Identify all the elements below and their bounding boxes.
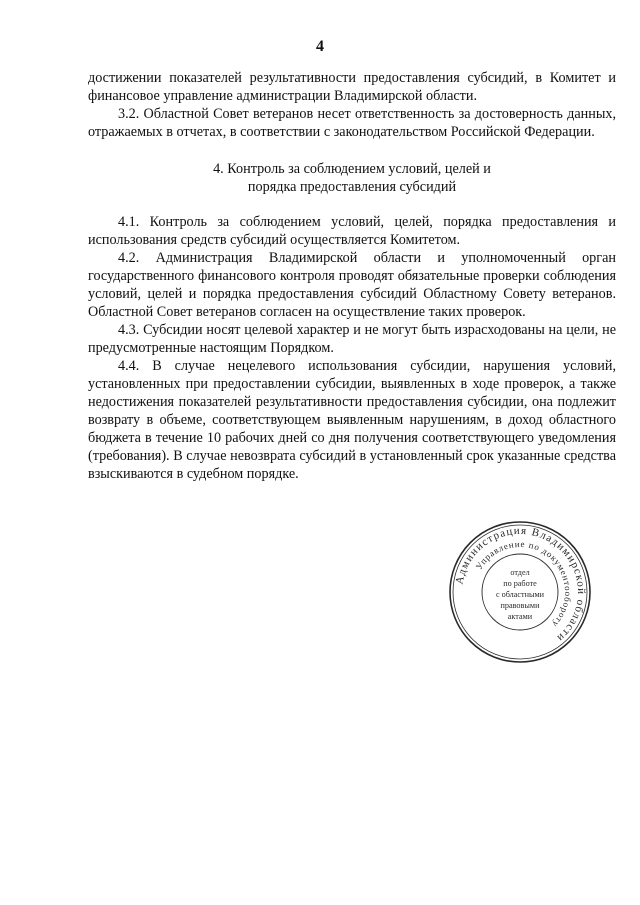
official-stamp xyxy=(446,518,594,666)
paragraph-4-3: 4.3. Субсидии носят целевой характер и не могут быть израсходованы на цели, не предусмотренные настоящим Порядком. xyxy=(88,322,616,356)
stamp-outer-text: Администрация Владимирской области xyxy=(453,524,588,645)
stamp-center-line: правовыми xyxy=(500,601,540,610)
section-4-title xyxy=(88,160,616,196)
stamp-center-line: с областными xyxy=(495,590,545,599)
paragraph-4-4: 4.4. В случае нецелевого использования субсидии, нарушения условий, установленных при предоставлении субсидии, выявленных в ходе проверок, а также недостижения показателей результативности предоставления субсидии, она подлежит возврату в объеме, соответствующем выявленным нарушениям, в доход областного бюджета в течение 10 рабочих дней со дня получения соответствующего уведомления (требования). В случае невозврата субсидий в установленный срок указанные средства взыскиваются в судебном порядке. xyxy=(88,358,616,482)
stamp-center-line: по работе xyxy=(503,579,537,588)
stamp-ring-text: Управление по документообороту xyxy=(473,538,574,630)
stamp-center-line: отдел xyxy=(510,568,530,577)
section-4-title-line2: порядка предоставления субсидий xyxy=(247,179,457,195)
paragraph-4-2: 4.2. Администрация Владимирской области и уполномоченный орган государственного финансового контроля проводят обязательные проверки соблюдения условий, целей и порядка предоставления субсидий Областному Совету ветеранов. Областной Совет ветеранов согласен на осуществление таких проверок. xyxy=(88,250,616,320)
stamp-seal-icon xyxy=(446,518,594,666)
paragraph-continuation: достижении показателей результативности предоставления субсидий, в Комитет и финансовое управление администрации Владимирской области. xyxy=(88,70,616,104)
document-body xyxy=(88,69,616,483)
section-4-title-line1: 4. Контроль за соблюдением условий, целей и xyxy=(213,161,491,177)
paragraph-4-1: 4.1. Контроль за соблюдением условий, целей, порядка предоставления и использования средств субсидий осуществляется Комитетом. xyxy=(88,214,616,248)
page-number: 4 xyxy=(316,38,324,55)
stamp-center-line: актами xyxy=(507,612,533,621)
paragraph-3-2: 3.2. Областной Совет ветеранов несет ответственность за достоверность данных, отражаемых в отчетах, в соответствии с законодательством Российской Федерации. xyxy=(88,106,616,140)
